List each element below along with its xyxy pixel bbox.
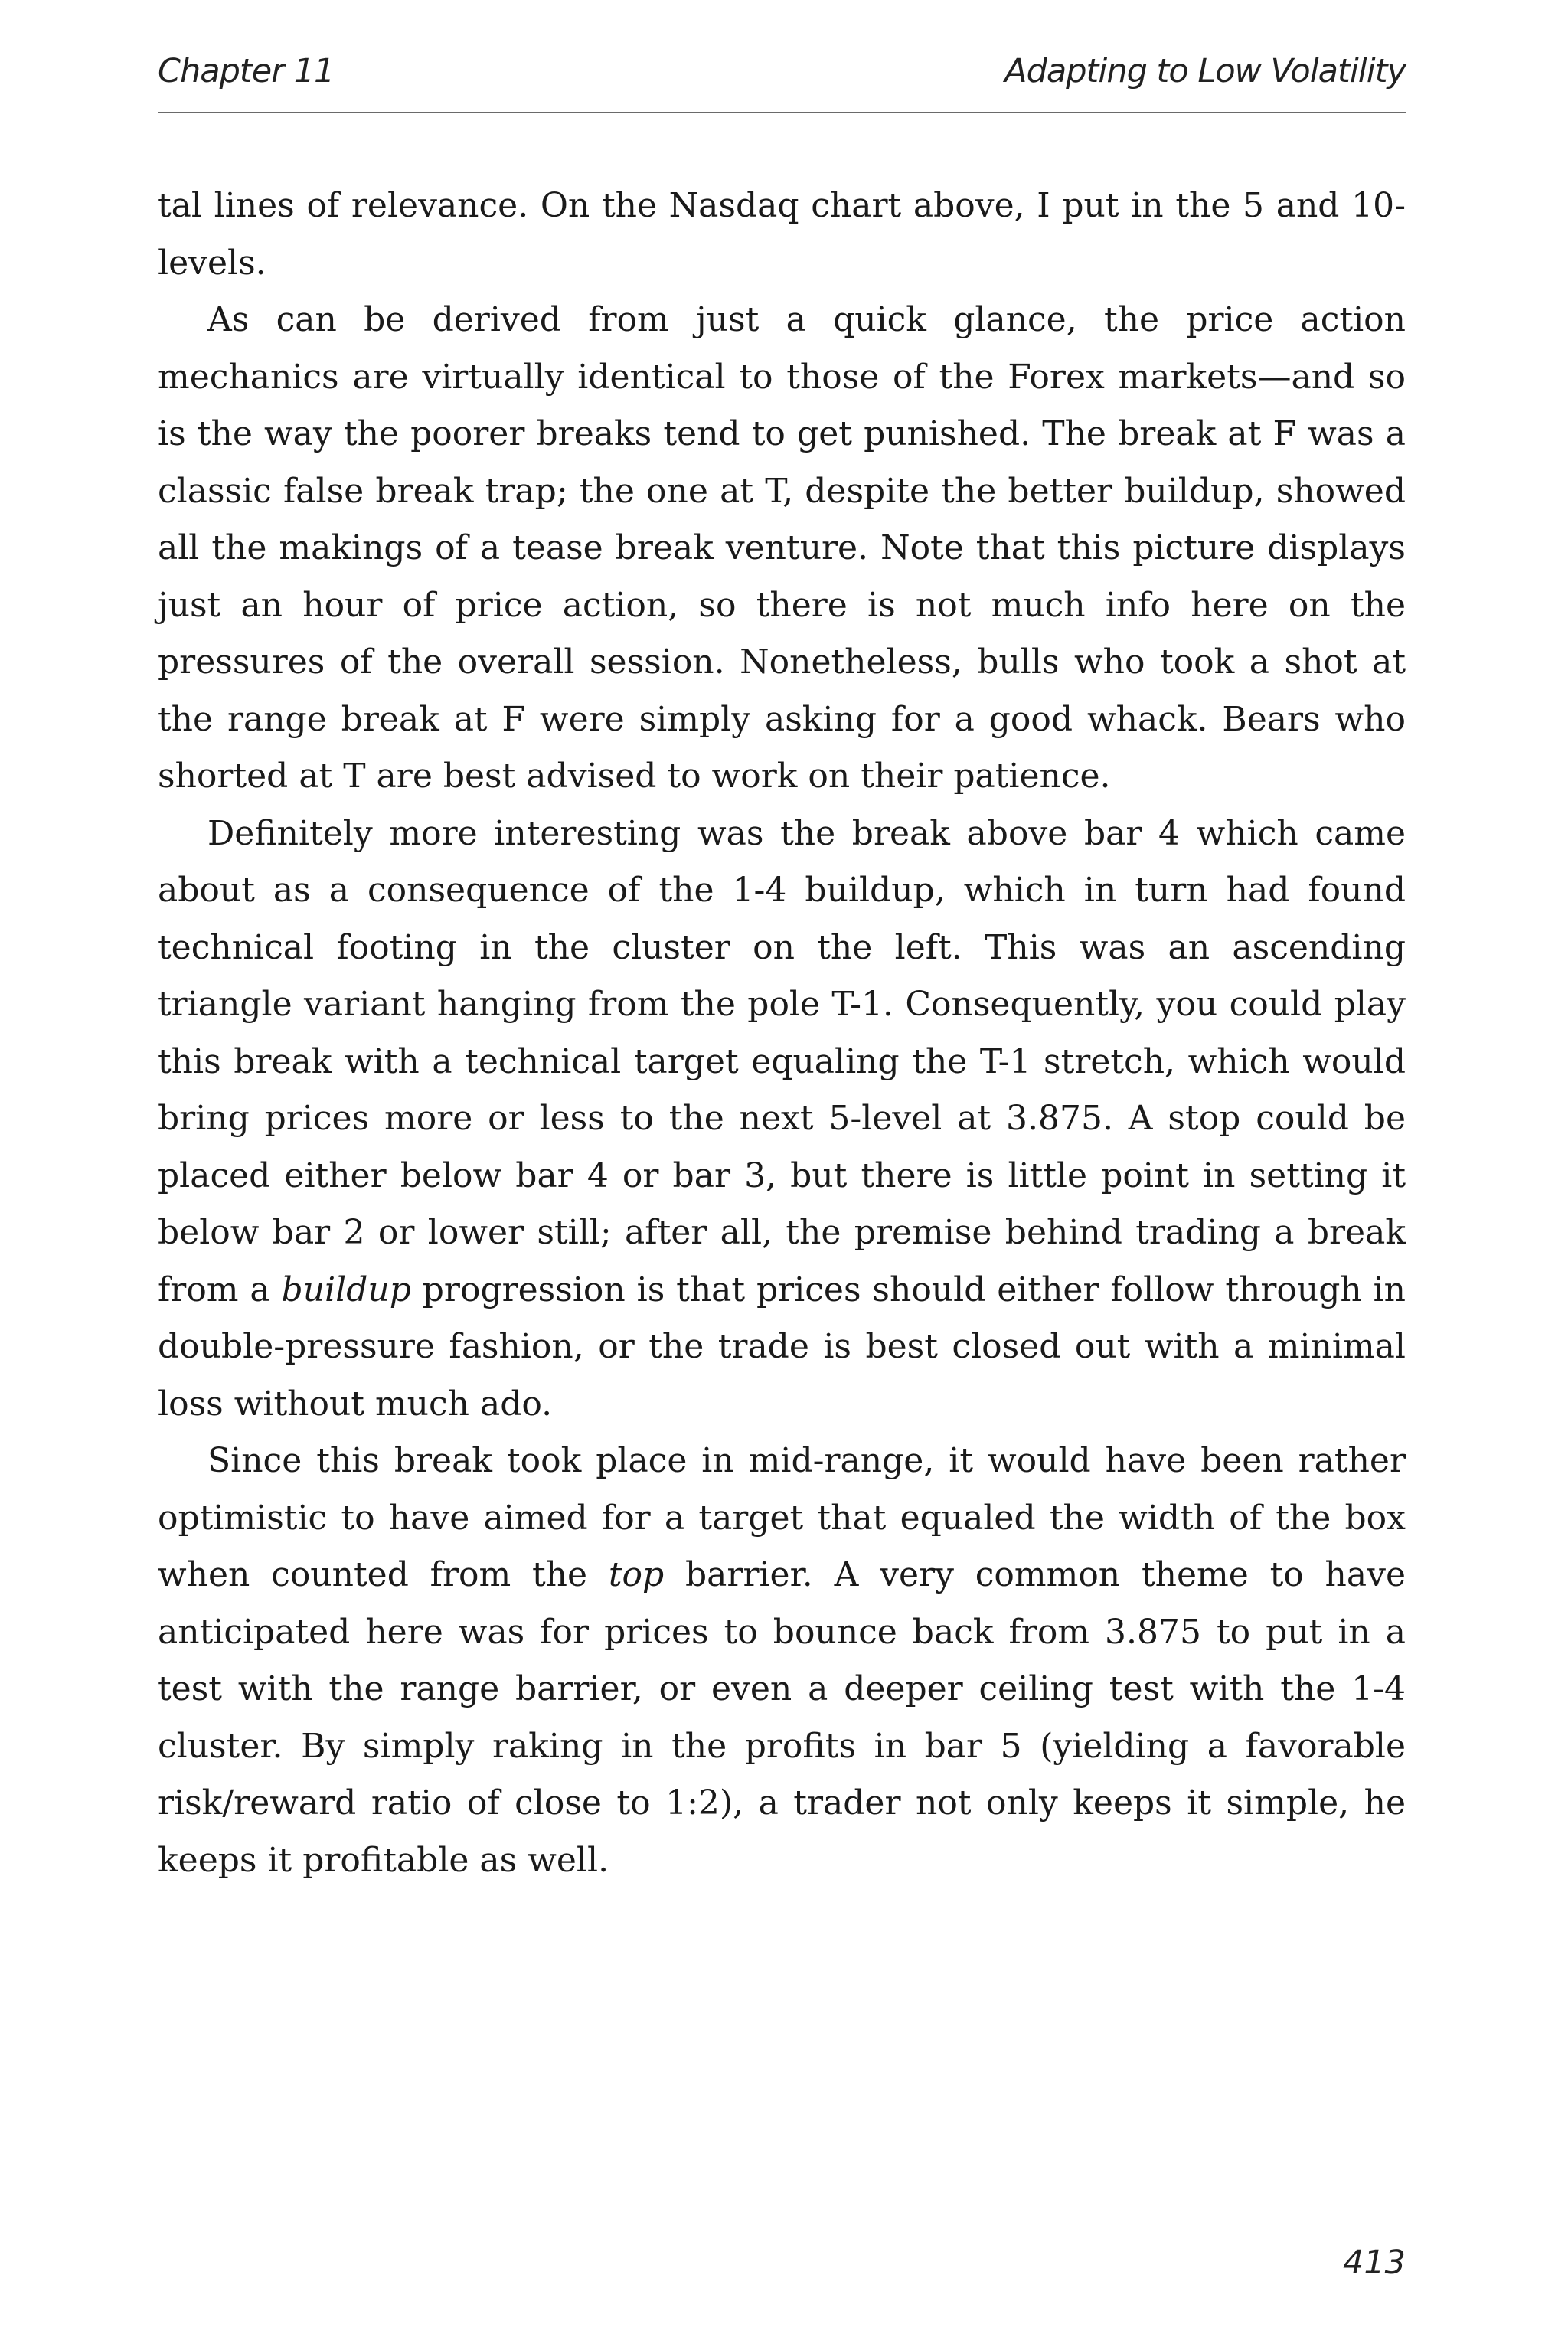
- running-head: [158, 47, 1406, 113]
- body-text: [158, 178, 1406, 1889]
- chapter-label: Chapter 11: [158, 52, 335, 90]
- section-title: Adapting to Low Volatility: [1004, 52, 1406, 90]
- paragraph-3-text-a: Definitely more interesting was the break above bar 4 which came about as a consequence of the 1-4 buildup, which in turn had found technical footing in the cluster on the left. This was an ascending triangle variant hanging from the pole T-1. Consequently, you could play this break with a technical target equaling the T-1 stretch, which would bring prices more or less to the next 5-level at 3.875. A stop could be placed either below bar 4 or bar 3, but there is little point in setting it below bar 2 or lower still; after all, the premise behind trading a break from a: [158, 813, 1406, 1309]
- paragraph-3: [158, 806, 1406, 1433]
- page-number: 413: [1342, 2244, 1406, 2282]
- emphasis-buildup: buildup: [281, 1270, 411, 1309]
- paragraph-1: [158, 178, 1406, 292]
- paragraph-4-text-a: Since this break took place in mid-range, it would have been rather optimistic to have aimed for a target that equaled the width of the box when counted from the: [158, 1441, 1406, 1594]
- paragraph-4: [158, 1433, 1406, 1889]
- emphasis-top: top: [608, 1555, 665, 1594]
- paragraph-4-text-b: barrier. A very common theme to have anticipated here was for prices to bounce back from 3.875 to put in a test with the range barrier, or even a deeper ceiling test with the 1-4 cluster. By simply raking in the profits in bar 5 (yielding a favorable risk/reward ratio of close to 1:2), a trader not only keeps it simple, he keeps it profitable as well.: [158, 1555, 1406, 1880]
- paragraph-2: [158, 292, 1406, 806]
- paragraph-2-text: As can be derived from just a quick glance, the price action mechanics are virtually identical to those of the Forex markets—and so is the way the poorer breaks tend to get punished. The break at F was a classic false break trap; the one at T, despite the better buildup, showed all the makings of a tease break venture. Note that this picture displays just an hour of price action, so there is not much info here on the pressures of the overall session. Nonetheless, bulls who took a shot at the range break at F were simply asking for a good whack. Bears who shorted at T are best advised to work on their patience.: [158, 300, 1406, 796]
- paragraph-3-text-b: progression is that prices should either follow through in double-pressure fashion, or the trade is best closed out with a minimal loss without much ado.: [158, 1270, 1406, 1424]
- paragraph-1-text: tal lines of relevance. On the Nasdaq chart above, I put in the 5 and 10-levels.: [158, 186, 1406, 283]
